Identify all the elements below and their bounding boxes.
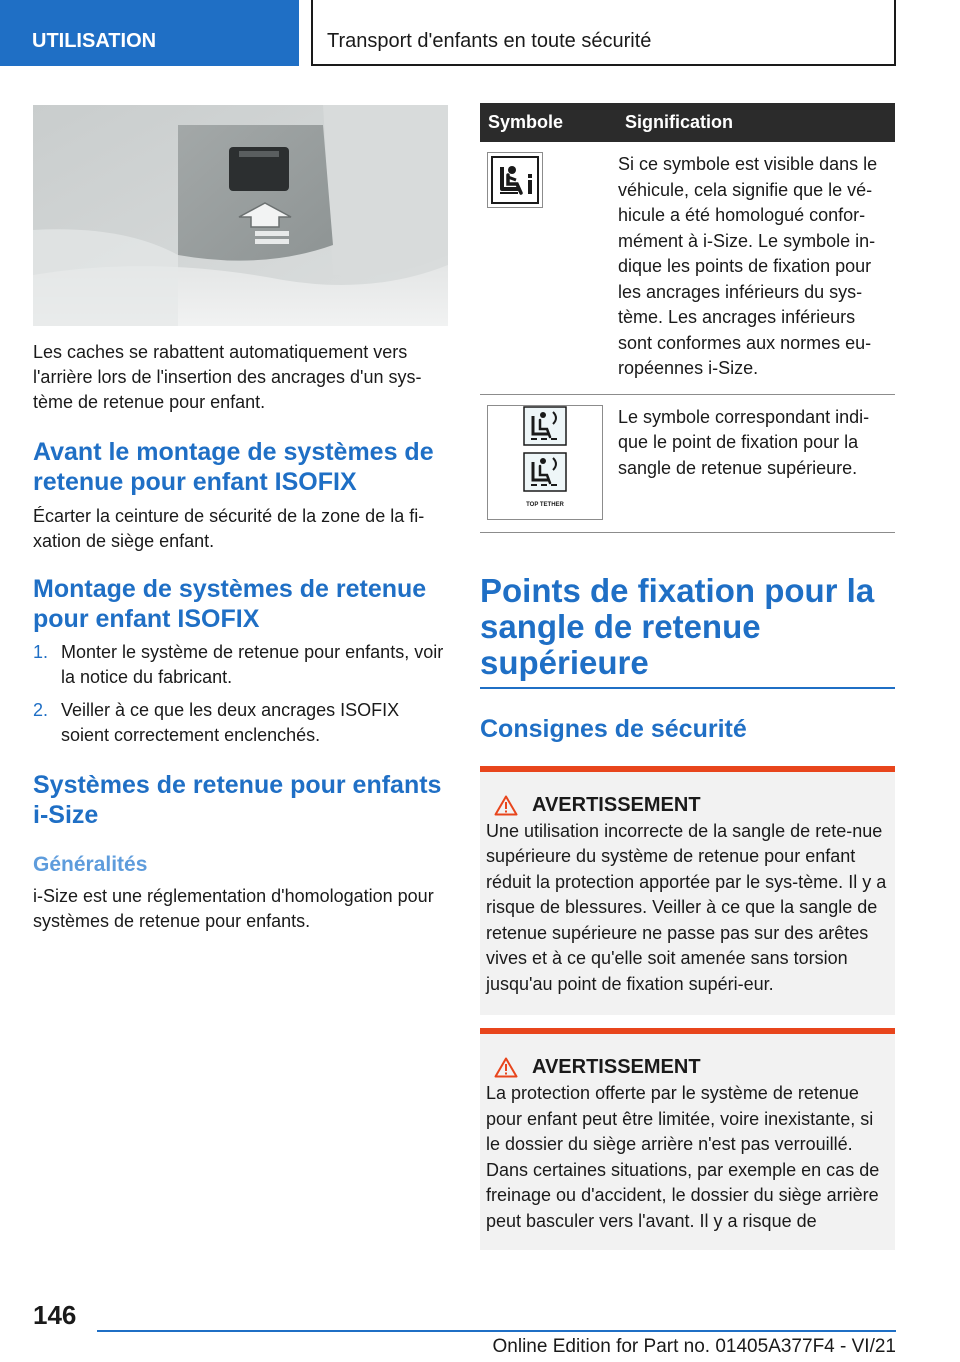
step-text: Monter le système de retenue pour enfants, voir la notice du fabricant. [61, 642, 444, 687]
photo-caption: Les caches se rabattent automatiquement vers l'arrière lors de l'insertion des ancrages d'un sys-tème de retenue pour enfant. [33, 342, 422, 412]
paragraph-before-mounting: Écarter la ceinture de sécurité de la zone de la fi-xation de siège enfant. [33, 506, 425, 551]
paragraph-general: i-Size est une réglementation d'homologation pour systèmes de retenue pour enfants. [33, 886, 434, 931]
warning-title-text: AVERTISSEMENT [532, 1056, 701, 1078]
step-number: 1. [33, 642, 49, 662]
warning-box [480, 766, 895, 1016]
chapter-title: Transport d'enfants en toute sécurité [327, 30, 652, 52]
heading-safety: Consignes de sécurité [480, 714, 747, 743]
warning-text: Une utilisation incorrecte de la sangle de rete-nue supérieure du système de retenue pour enfant réduit la protection apportée par le sys-tème. Il y a risque de blessures. Veiller à ce que la sangle de retenue supérieure ne passe pas sur des arêtes vives et à ce qu'elle soit amenée sans torsion jusqu'au point de fixation supéri-eur. [486, 820, 887, 994]
table-cell-meaning: Si ce symbole est visible dans le véhicule, cela signifie que le vé-hicule a été homologué confor-mément à i-Size. Le symbole in-dique les points de fixation pour les ancrages inférieurs du sys-tème. Les ancrages inférieurs sont conformes aux normes eu-ropéennes i-Size. [603, 142, 895, 394]
footer-divider [97, 1330, 896, 1332]
table-cell-meaning: Le symbole correspondant indi-que le point de fixation pour la sangle de retenue supérieure. [603, 394, 895, 532]
left-column [33, 105, 448, 934]
mounting-steps-list [33, 640, 448, 748]
isofix-cover-photo [33, 105, 448, 326]
warning-title-text: AVERTISSEMENT [532, 793, 701, 816]
heading-general: Généralités [33, 853, 148, 876]
heading-mounting-isofix: Montage de systèmes de retenue pour enfant ISOFIX [33, 575, 427, 633]
step-text: Veiller à ce que les deux ancrages ISOFIX soient correctement enclenchés. [61, 700, 400, 745]
table-row [480, 394, 895, 532]
header-section-tab [0, 0, 299, 66]
list-item [33, 698, 448, 748]
warning-triangle-icon [494, 1057, 518, 1078]
warning-box [480, 1028, 895, 1250]
section-title: UTILISATION [32, 30, 157, 52]
warning-text: La protection offerte par le système de retenue pour enfant peut être limitée, voire inexistante, si le dossier du siège arrière n'est pas verrouillé. Dans certaines situations, par exemple en cas de freinage ou d'accident, le dossier du siège arrière peut basculer vers l'avant. Il y a risque de [486, 1083, 880, 1231]
step-number: 2. [33, 700, 49, 720]
heading-isize-systems: Systèmes de retenue pour enfants i-Size [33, 771, 442, 829]
footer-edition: Online Edition for Part no. 01405A377F4 - VI/21 [492, 1336, 896, 1357]
header-chapter-tab [311, 0, 896, 66]
table-row [480, 142, 895, 394]
heading-before-mounting: Avant le montage de systèmes de retenue pour enfant ISOFIX [33, 438, 434, 496]
table-header-meaning: Signification [603, 103, 895, 142]
heading-tether-points: Points de fixation pour la sangle de retenue supérieure [480, 573, 895, 689]
page-number: 146 [33, 1300, 77, 1330]
warning-title [486, 1056, 887, 1079]
top-tether-icon [487, 405, 603, 520]
top-tether-label: TOP TETHER [526, 501, 564, 508]
right-column [480, 103, 895, 1250]
warning-triangle-icon [494, 795, 518, 816]
list-item [33, 640, 448, 690]
table-header-symbol: Symbole [480, 103, 603, 142]
warning-title [486, 794, 887, 817]
isize-seat-icon [487, 152, 543, 208]
symbol-table [480, 103, 895, 533]
